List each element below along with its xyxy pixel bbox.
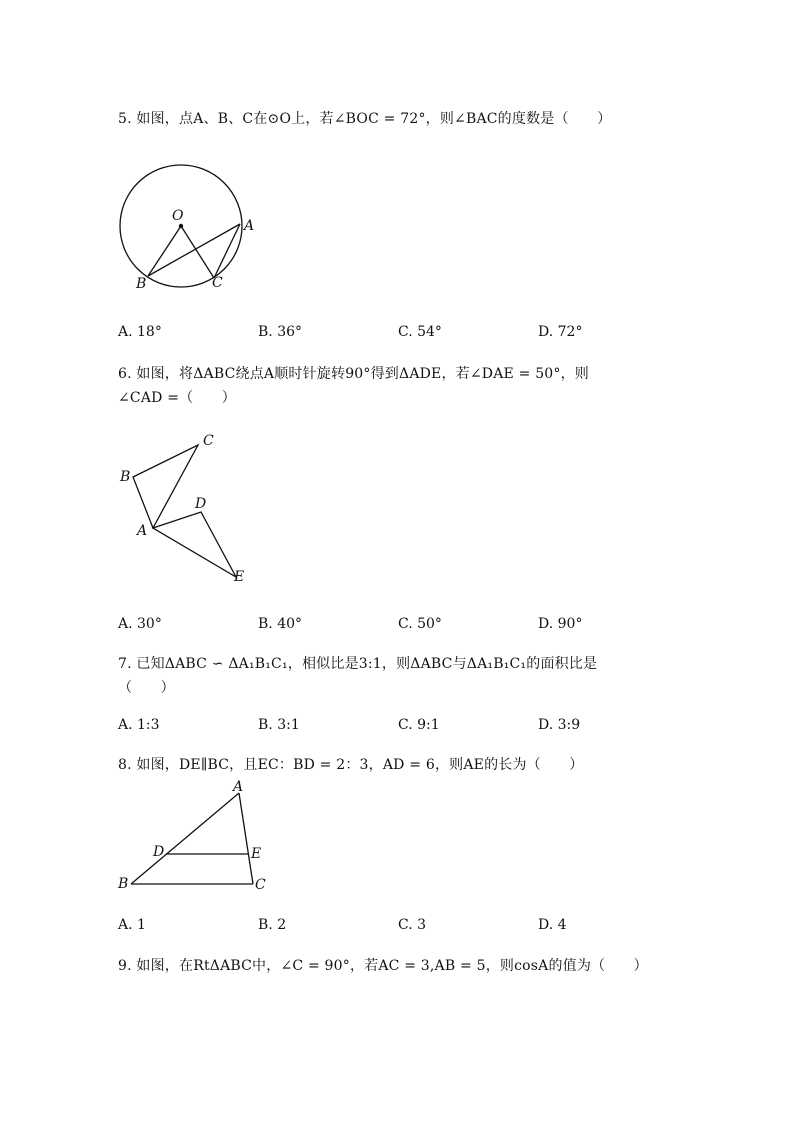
triangle-ade [153,512,236,577]
question-6-stem-line-2: ∠CAD =（ ） [118,390,236,406]
label-a: A [244,218,255,234]
option-c[interactable]: C. 50° [398,616,442,632]
question-8-figure [110,775,280,900]
question-6-stem-line-1: 6. 如图，将ΔABC绕点A顺时针旋转90°得到ΔADE，若∠DAE = 50°，则 [118,366,590,382]
option-c[interactable]: C. 54° [398,324,442,340]
option-c[interactable]: C. 3 [398,917,427,933]
label-c: C [255,877,266,893]
question-8-stem: 8. 如图，DE∥BC，且EC：BD = 2：3，AD = 6，则AE的长为（ ） [118,757,584,773]
label-b: B [118,876,129,892]
option-a[interactable]: A. 30° [118,616,162,632]
option-b[interactable]: B. 2 [258,917,287,933]
option-c[interactable]: C. 9:1 [398,717,440,733]
label-e: E [234,569,245,585]
option-d[interactable]: D. 72° [538,324,583,340]
label-b: B [136,276,147,292]
question-7-stem-line-1: 7. 已知ΔABC ∽ ΔA₁B₁C₁，相似比是3:1，则ΔABC与ΔA₁B₁C₁的面积比是 [118,656,598,672]
option-b[interactable]: B. 40° [258,616,303,632]
label-d: D [153,844,165,860]
option-a[interactable]: A. 1:3 [118,717,160,733]
option-d[interactable]: D. 4 [538,917,567,933]
label-b: B [120,469,131,485]
option-a[interactable]: A. 1 [118,917,146,933]
question-6-figure [110,425,260,590]
triangle-abc [133,445,198,528]
label-a: A [137,523,148,539]
question-5-figure [110,160,270,300]
label-o: O [172,208,184,224]
question-7-options [118,717,738,737]
question-7-stem-line-2: （ ） [118,680,175,696]
question-8-options [118,917,738,937]
option-b[interactable]: B. 3:1 [258,717,300,733]
option-a[interactable]: A. 18° [118,324,162,340]
option-d[interactable]: D. 3:9 [538,717,581,733]
label-c: C [203,433,214,449]
question-9-stem: 9. 如图，在RtΔABC中，∠C = 90°，若AC = 3,AB = 5，则cosA的值为（ ） [118,958,648,974]
label-c: C [212,275,223,291]
label-d: D [195,496,207,512]
label-a: A [233,779,244,795]
question-6-options [118,616,738,636]
label-e: E [251,846,262,862]
option-b[interactable]: B. 36° [258,324,303,340]
question-5-stem: 5. 如图，点A、B、C在⊙O上，若∠BOC = 72°，则∠BAC的度数是（ ） [118,111,612,127]
option-d[interactable]: D. 90° [538,616,583,632]
question-5-options [118,324,738,344]
